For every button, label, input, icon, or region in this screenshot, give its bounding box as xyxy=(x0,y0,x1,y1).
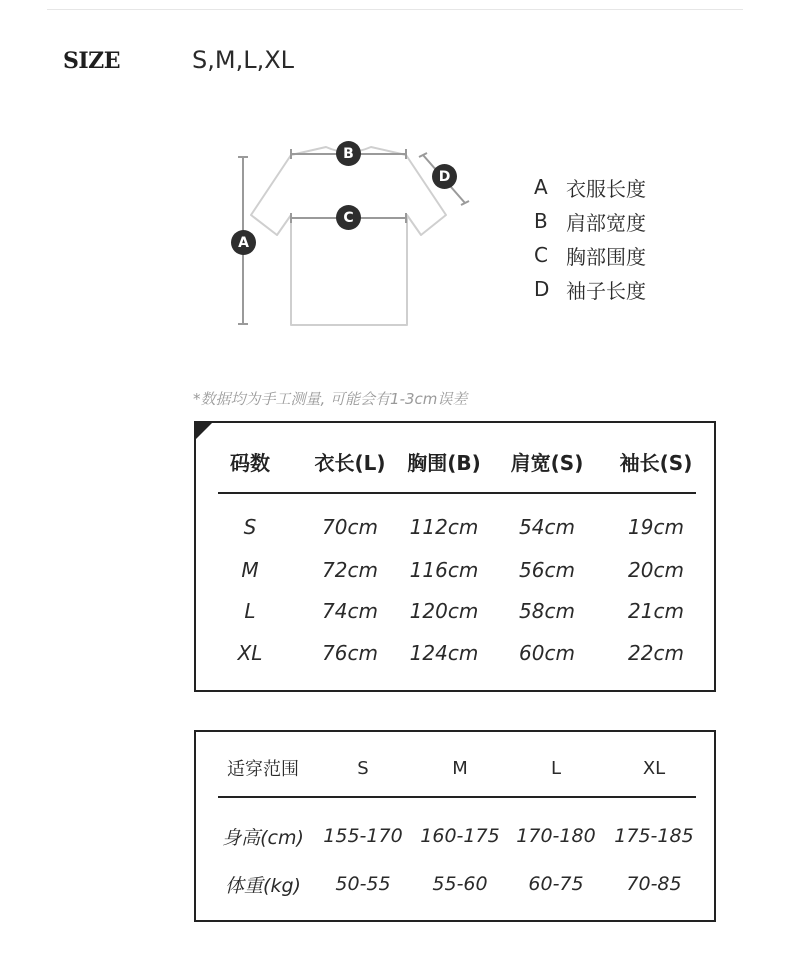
legend-letter: D xyxy=(534,277,550,301)
header-cell: 胸围(B) xyxy=(407,450,481,475)
table-row xyxy=(196,555,714,585)
legend-text: 肩部宽度 xyxy=(566,210,646,235)
table-cell: 56cm xyxy=(519,558,575,582)
table-cell: 170-180 xyxy=(516,825,596,847)
table-row xyxy=(196,596,714,626)
table-row xyxy=(196,869,714,899)
header-cell: 适穿范围 xyxy=(227,759,299,780)
header-divider xyxy=(218,796,696,798)
legend-item xyxy=(534,272,646,306)
header-cell: 衣长(L) xyxy=(314,450,386,475)
legend-text: 衣服长度 xyxy=(566,176,646,201)
legend-item xyxy=(534,170,646,204)
table-cell: L xyxy=(244,599,256,623)
table-header-row xyxy=(196,753,714,783)
corner-triangle xyxy=(194,421,214,441)
table-cell: 20cm xyxy=(628,558,684,582)
table-cell: 60-75 xyxy=(528,873,584,895)
table-cell: 70cm xyxy=(322,515,378,539)
measurement-note: *数据均为手工测量, 可能会有1-3cm误差 xyxy=(193,390,468,408)
table-cell: 70-85 xyxy=(626,873,682,895)
marker-b: B xyxy=(336,141,361,166)
table-cell: 50-55 xyxy=(335,873,391,895)
table-cell: 112cm xyxy=(409,515,479,539)
tshirt-outline xyxy=(251,147,446,325)
header-cell: XL xyxy=(642,757,666,779)
legend-text: 袖子长度 xyxy=(566,278,646,303)
table-row xyxy=(196,821,714,851)
table-cell: 175-185 xyxy=(614,825,694,847)
legend-letter: A xyxy=(534,175,548,199)
table-cell: 155-170 xyxy=(323,825,403,847)
top-divider xyxy=(47,9,743,10)
table-cell: 76cm xyxy=(322,641,378,665)
diagram-legend xyxy=(534,170,646,306)
legend-text: 胸部围度 xyxy=(566,244,646,269)
table-cell: 124cm xyxy=(409,641,479,665)
table-row xyxy=(196,512,714,542)
legend-letter: C xyxy=(534,243,548,267)
header-cell: L xyxy=(550,757,562,779)
marker-d: D xyxy=(432,164,457,189)
table-row xyxy=(196,638,714,668)
header-cell: S xyxy=(357,757,369,779)
header-cell: 袖长(S) xyxy=(619,450,693,475)
size-heading: SIZE xyxy=(63,48,121,74)
table-cell: S xyxy=(243,515,257,539)
marker-c: C xyxy=(336,205,361,230)
legend-letter: B xyxy=(534,209,548,233)
table-cell: 体重(kg) xyxy=(225,874,301,897)
size-table xyxy=(194,421,716,692)
table-cell: XL xyxy=(237,641,263,665)
table-cell: 60cm xyxy=(519,641,575,665)
table-cell: 116cm xyxy=(409,558,479,582)
table-cell: 72cm xyxy=(322,558,378,582)
legend-item xyxy=(534,238,646,272)
header-cell: M xyxy=(452,757,468,779)
header-cell: 码数 xyxy=(230,450,270,475)
table-cell: M xyxy=(241,558,259,582)
table-cell: 58cm xyxy=(519,599,575,623)
fit-range-table xyxy=(194,730,716,922)
table-cell: 54cm xyxy=(519,515,575,539)
table-cell: 21cm xyxy=(628,599,684,623)
table-cell: 身高(cm) xyxy=(222,826,304,849)
table-cell: 74cm xyxy=(322,599,378,623)
table-cell: 22cm xyxy=(628,641,684,665)
legend-item xyxy=(534,204,646,238)
header-cell: 肩宽(S) xyxy=(510,450,584,475)
table-cell: 120cm xyxy=(409,599,479,623)
available-sizes: S,M,L,XL xyxy=(192,46,295,74)
table-cell: 55-60 xyxy=(432,873,488,895)
table-cell: 160-175 xyxy=(420,825,500,847)
header-divider xyxy=(218,492,696,494)
table-cell: 19cm xyxy=(628,515,684,539)
marker-a: A xyxy=(231,230,256,255)
table-header-row xyxy=(196,446,714,476)
